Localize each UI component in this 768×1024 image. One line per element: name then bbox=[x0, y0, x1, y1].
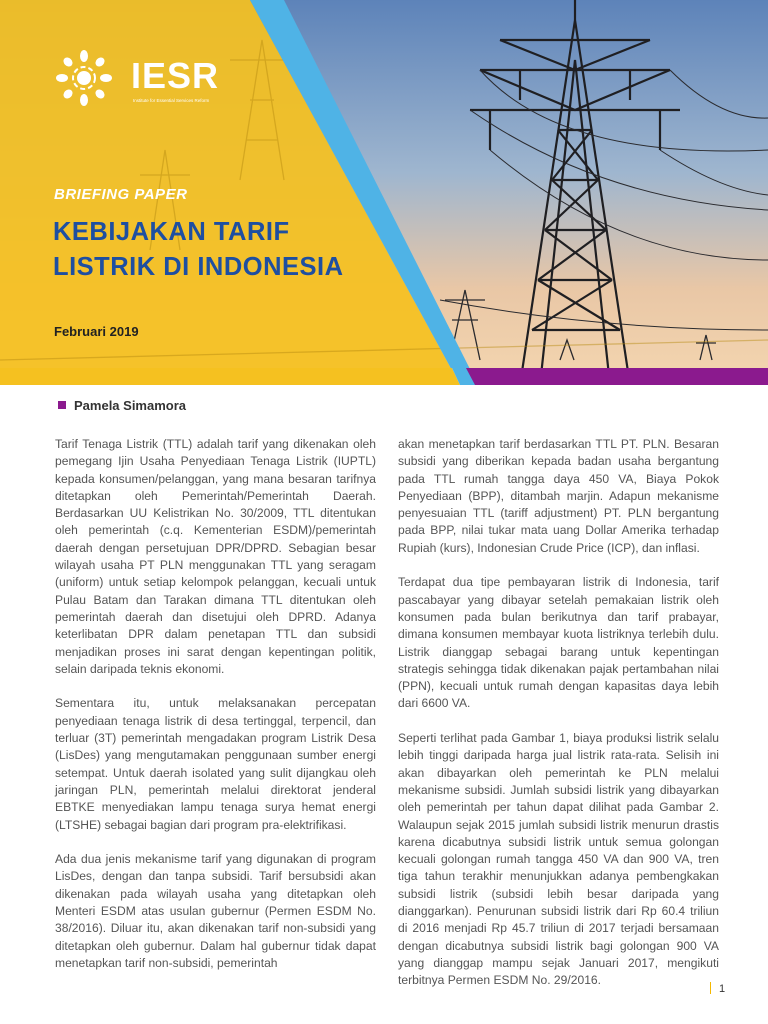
purple-band bbox=[466, 368, 768, 385]
paragraph: Seperti terlihat pada Gambar 1, biaya produksi listrik selalu lebih tinggi daripada harga jual listrik rata-rata. Selisih ini akan dibayarkan oleh pemerintah ke PLN melalui mekanisme subsidi. Jumlah subsidi listrik yang dibayarkan oleh pemerintah per tahun dapat dilihat pada Gambar 2. Walaupun sejak 2015 jumlah subsidi listrik menurun drastis karena dicabutnya subsidi listrik untuk semua golongan kecuali golongan rumah tangga 450 VA dan 900 VA, tren tiga tahun terakhir menunjukkan adanya pembengkakan subsidi listrik (subsidi lebih besar daripada yang dianggarkan). Penurunan subsidi listrik dari Rp 60.4 triliun di 2016 menjadi Rp 45.7 triliun di 2017 terjadi bersamaan dengan dicabutnya subsidi listrik bagi golongan 900 VA yang dianggap mampu sejak Januari 2017, mengikuti terbitnya Permen ESDM No. 29/2016. bbox=[398, 731, 719, 988]
page-number: 1 bbox=[710, 982, 725, 995]
body-column-right bbox=[398, 436, 719, 1007]
author-line bbox=[58, 398, 186, 413]
page-title bbox=[53, 215, 344, 285]
iesr-logo-icon bbox=[44, 46, 124, 110]
author-bullet-icon bbox=[58, 401, 66, 409]
paragraph: Terdapat dua tipe pembayaran listrik di Indonesia, tarif pascabayar yang dibayar setelah pemakaian listrik oleh konsumen pada bulan berikutnya dan tarif prabayar, dimana konsumen membayar kuota listriknya terlebih dulu. Listrik dianggap sebagai barang untuk kepentingan strategis sehingga tidak dikenakan pajak pertambahan nilai (PPN), kecuali untuk rumah dengan kapasitas daya lebih dari 6600 VA. bbox=[398, 575, 719, 711]
paragraph: Tarif Tenaga Listrik (TTL) adalah tarif yang dikenakan oleh pemegang Ijin Usaha Penyediaan Tenaga Listrik (IUPTL) kepada konsumen/pelanggan, yang mana besaran tarifnya ditetapkan oleh Pemerintah/Pemerintah Daerah. Berdasarkan UU Kelistrikan No. 30/2009, TTL ditentukan oleh pemerintah (c.q. Kementerian ESDM)/pemerintah daerah dengan persetujuan DPR/DPRD. Sebagian besar wilayah usaha PT PLN menggunakan TTL yang seragam (uniform) untuk setiap kelompok pelanggan, kecuali untuk Pulau Batam dan Tarakan dimana TTL ditentukan oleh pemerintah daerah dan disetujui oleh DPRD. Adanya keterlibatan DPR dalam penetapan TTL dan subsidi menjadikan proses ini sarat dengan kepentingan politik, selain daripada teknis ekonomi. bbox=[55, 437, 376, 676]
title-line-1: KEBIJAKAN TARIF bbox=[53, 218, 290, 246]
briefing-label: BRIEFING PAPER bbox=[54, 186, 188, 203]
paragraph: Sementara itu, untuk melaksanakan percepatan penyediaan tenaga listrik di desa tertinggal, terpencil, dan terluar (3T) pemerintah mengadakan program Listrik Desa (LisDes) yang mengutamakan penggunaan sumber energi setempat. Untuk daerah isolated yang sulit dijangkau oleh jaringan PLN, pemerintah melalui direktorat jenderal EBTKE menyediakan lampu tenaga surya hemat energi (LTSHE) sebagai bagian dari program pra-elektrifikasi. bbox=[55, 696, 376, 832]
cover-header bbox=[0, 0, 768, 385]
paragraph: Ada dua jenis mekanisme tarif yang digunakan di program LisDes, dengan dan tanpa subsidi. Tarif bersubsidi akan dikenakan pada wilayah usaha yang ditetapkan oleh Menteri ESDM atas usulan gubernur (Permen ESDM No. 38/2016). Diluar itu, akan dikenakan tarif non-subsidi yang ditetapkan oleh gubernur. Dalam hal gubernur tidak dapat menetapkan tarif non-subsidi, pemerintah bbox=[55, 852, 376, 970]
brand-tagline: Institute for Essential Services Reform bbox=[133, 98, 210, 103]
body-column-left bbox=[55, 436, 376, 990]
publication-date: Februari 2019 bbox=[54, 324, 139, 339]
title-line-2: LISTRIK DI INDONESIA bbox=[53, 253, 344, 281]
paragraph: akan menetapkan tarif berdasarkan TTL PT. PLN. Besaran subsidi yang diberikan kepada badan usaha bergantung pada TTL rumah tangga daya 450 VA, Biaya Pokok Penyediaan (BPP), ditambah marjin. Adapun mekanisme penyesuaian TTL (tariff adjustment) PT. PLN bergantung pada BPP, nilai tukar mata uang Dollar Amerika terhadap Rupiah (kurs), Indonesian Crude Price (ICP), dan inflasi. bbox=[398, 437, 719, 555]
author-name: Pamela Simamora bbox=[74, 398, 187, 413]
page-number-divider bbox=[710, 982, 711, 994]
brand-name: IESR bbox=[131, 55, 220, 96]
